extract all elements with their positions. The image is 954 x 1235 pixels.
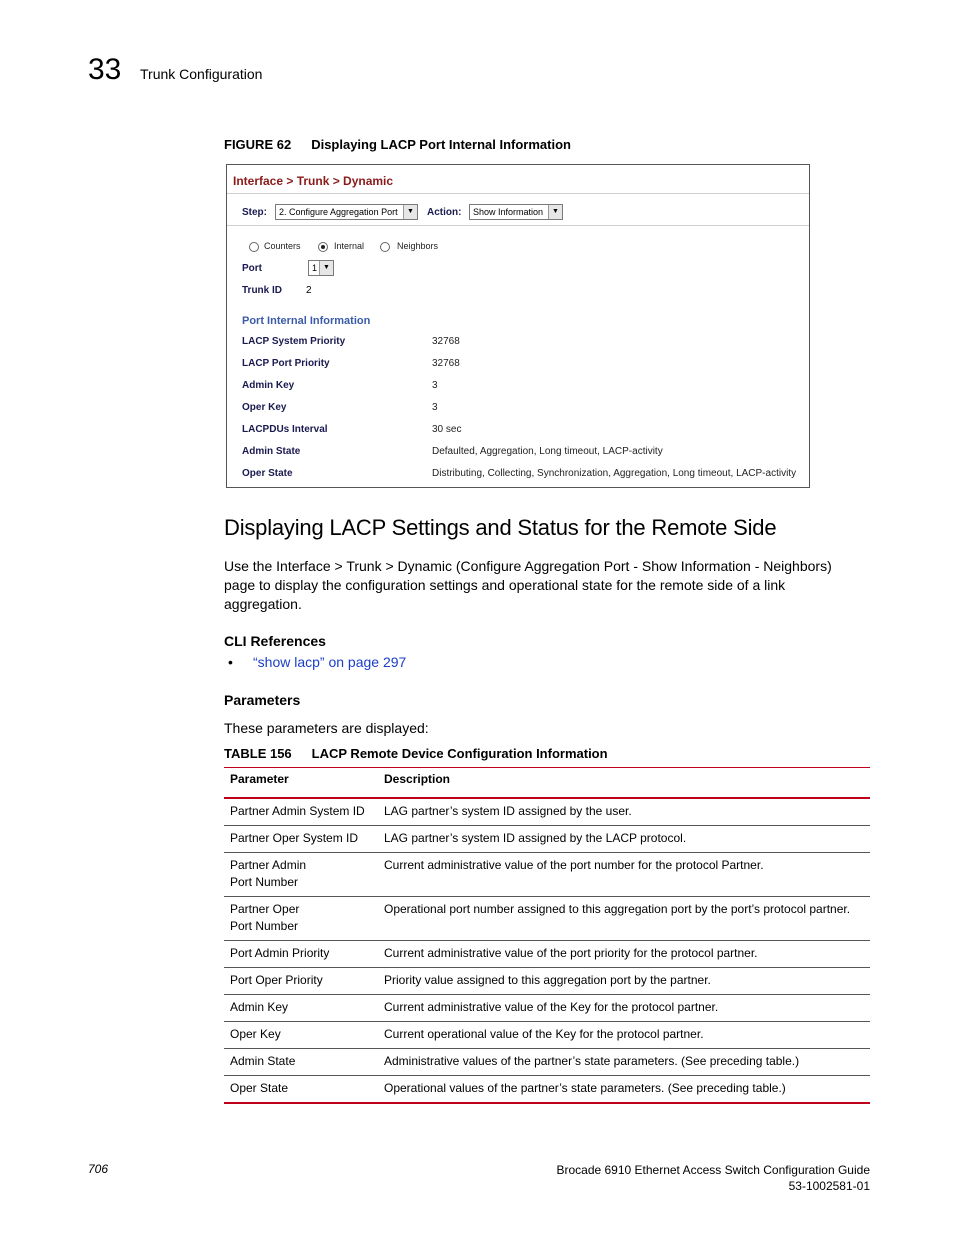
radio-neighbors[interactable] (380, 242, 390, 252)
action-select[interactable]: Show Information ▼ (469, 204, 563, 220)
parameters-heading: Parameters (224, 692, 301, 708)
section-heading: Displaying LACP Settings and Status for the Remote Side (224, 515, 777, 540)
table-caption (224, 746, 608, 761)
table-label: TABLE 156 (224, 746, 292, 761)
parameter-cell: Oper Key (224, 1022, 378, 1049)
parameter-cell: Port Oper Priority (224, 968, 378, 995)
doc-title: Brocade 6910 Ethernet Access Switch Configuration Guide (556, 1163, 870, 1177)
info-row: Admin State Defaulted, Aggregation, Long timeout, LACP-activity (242, 446, 663, 457)
info-row: Admin Key 3 (242, 380, 438, 391)
cli-references-heading: CLI References (224, 633, 326, 649)
parameter-cell: Partner Admin System ID (224, 798, 378, 826)
radio-neighbors-label: Neighbors (397, 241, 439, 251)
radio-internal-label: Internal (334, 241, 365, 251)
description-cell: Current administrative value of the port priority for the protocol partner. (378, 941, 870, 968)
parameters-table (224, 767, 870, 1104)
table-row (224, 941, 870, 968)
figure-title: Displaying LACP Port Internal Information (311, 137, 571, 152)
parameters-intro: These parameters are displayed: (224, 720, 429, 736)
parameter-cell: Port Admin Priority (224, 941, 378, 968)
figure-screenshot (226, 164, 810, 488)
port-select[interactable]: 1 ▼ (308, 260, 334, 276)
column-header-parameter: Parameter (224, 768, 378, 799)
parameter-cell: Partner Oper System ID (224, 826, 378, 853)
column-header-description: Description (378, 768, 870, 799)
page-number: 706 (88, 1162, 109, 1176)
table-title: LACP Remote Device Configuration Information (311, 746, 608, 761)
description-cell: LAG partner’s system ID assigned by the LACP protocol. (378, 826, 870, 853)
chevron-down-icon: ▼ (319, 261, 333, 275)
bullet: • (228, 654, 233, 670)
section-intro: Use the Interface > Trunk > Dynamic (Configure Aggregation Port - Show Information - Neighbors) page to display the configuration settings and operational state for the remote side of a link aggregation. (224, 558, 832, 612)
chevron-down-icon: ▼ (403, 205, 417, 219)
table-row (224, 853, 870, 897)
description-cell: LAG partner’s system ID assigned by the user. (378, 798, 870, 826)
divider (227, 193, 809, 194)
description-cell: Current administrative value of the port number for the protocol Partner. (378, 853, 870, 897)
trunk-id-label: Trunk ID (242, 285, 283, 296)
figure-caption (224, 137, 571, 152)
chapter-number: 33 (88, 53, 122, 86)
chevron-down-icon: ▼ (548, 205, 562, 219)
table-row (224, 826, 870, 853)
description-cell: Administrative values of the partner’s state parameters. (See preceding table.) (378, 1049, 870, 1076)
parameter-cell: Admin State (224, 1049, 378, 1076)
cli-link-show-lacp[interactable]: “show lacp” on page 297 (253, 654, 407, 670)
table-row (224, 1022, 870, 1049)
description-cell: Current administrative value of the Key for the protocol partner. (378, 995, 870, 1022)
footer-doc-info (556, 1162, 870, 1194)
parameter-cell: Oper State (224, 1076, 378, 1104)
table-row (224, 968, 870, 995)
doc-number: 53-1002581-01 (788, 1179, 870, 1193)
parameter-cell: Admin Key (224, 995, 378, 1022)
description-cell: Operational values of the partner’s state parameters. (See preceding table.) (378, 1076, 870, 1104)
radio-counters[interactable] (249, 242, 259, 252)
info-row: Oper State Distributing, Collecting, Synchronization, Aggregation, Long timeout, LACP-activity (242, 468, 797, 479)
figure-label: FIGURE 62 (224, 137, 292, 152)
table-header-row (224, 768, 870, 799)
chapter-title: Trunk Configuration (140, 66, 263, 82)
divider (227, 225, 809, 226)
table-row (224, 1076, 870, 1104)
table-row (224, 897, 870, 941)
port-label: Port (242, 263, 262, 274)
info-row: LACP Port Priority 32768 (242, 358, 460, 369)
info-row: Oper Key 3 (242, 402, 438, 413)
description-cell: Priority value assigned to this aggregation port by the partner. (378, 968, 870, 995)
action-label: Action: (427, 207, 462, 218)
description-cell: Operational port number assigned to this aggregation port by the port’s protocol partner. (378, 897, 870, 941)
table-row (224, 798, 870, 826)
info-row: LACP System Priority 32768 (242, 336, 460, 347)
table-row (224, 995, 870, 1022)
trunk-id-value: 2 (306, 285, 312, 296)
description-cell: Current operational value of the Key for the protocol partner. (378, 1022, 870, 1049)
port-internal-info-heading: Port Internal Information (242, 315, 371, 327)
breadcrumb: Interface > Trunk > Dynamic (233, 174, 394, 188)
radio-counters-label: Counters (264, 241, 301, 251)
info-row: LACPDUs Interval 30 sec (242, 424, 462, 435)
parameter-cell: Partner Admin Port Number (224, 853, 378, 897)
step-select[interactable]: 2. Configure Aggregation Port ▼ (275, 204, 418, 220)
table-row (224, 1049, 870, 1076)
radio-internal[interactable] (318, 242, 328, 252)
step-label: Step: (242, 207, 267, 218)
parameter-cell: Partner Oper Port Number (224, 897, 378, 941)
